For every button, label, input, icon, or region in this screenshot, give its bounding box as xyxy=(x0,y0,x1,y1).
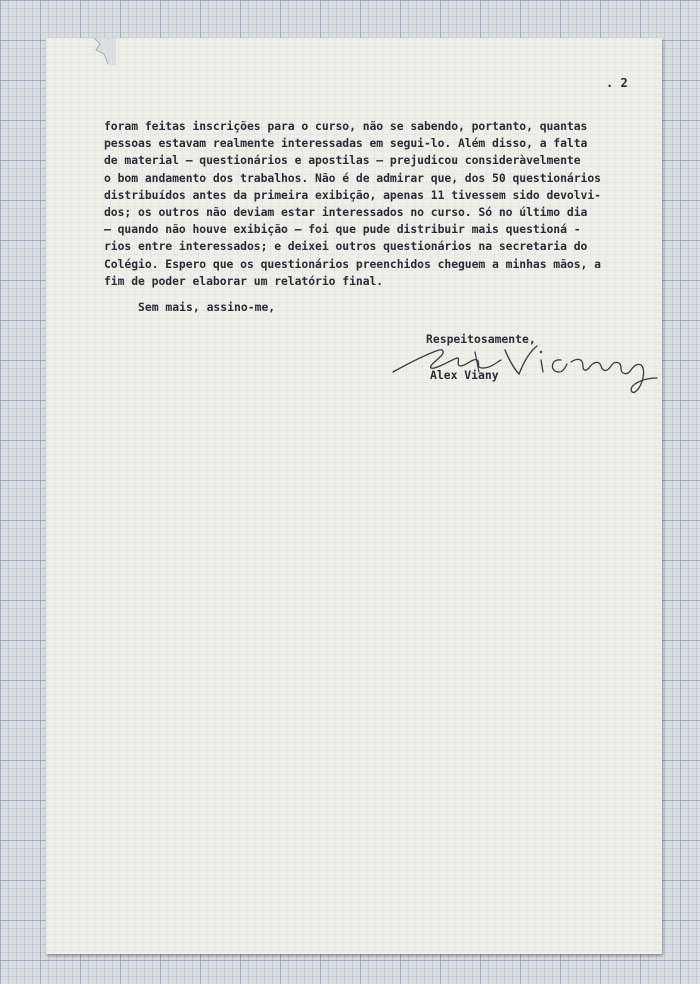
body-line: o bom andamento dos trabalhos. Não é de admirar que, dos 50 questionários xyxy=(104,170,601,185)
salutation: Respeitosamente, xyxy=(426,332,536,346)
letter-body xyxy=(104,118,664,290)
closing-line: Sem mais, assino-me, xyxy=(138,300,276,314)
body-line: — quando não houve exibição — foi que pude distribuir mais questioná - xyxy=(104,222,581,237)
body-line: de material — questionários e apostilas — prejudicou consideràvelmente xyxy=(104,153,581,168)
torn-corner-mark xyxy=(86,38,116,68)
body-line: pessoas estavam realmente interessadas em segui-lo. Além disso, a falta xyxy=(104,136,588,151)
typed-name: Alex Viany xyxy=(430,368,499,382)
body-line: fim de poder elaborar um relatório final. xyxy=(104,273,384,288)
body-line: rios entre interessados; e deixei outros questionários na secretaria do xyxy=(104,239,588,254)
body-line: distribuídos antes da primeira exibição, apenas 11 tivessem sido devolvi- xyxy=(104,187,601,202)
body-line: Colégio. Espero que os questionários preenchidos cheguem a minhas mãos, a xyxy=(104,256,601,271)
page-number: . 2 xyxy=(606,76,628,90)
body-line: foram feitas inscrições para o curso, não se sabendo, portanto, quantas xyxy=(104,119,588,133)
document-page xyxy=(46,38,662,954)
body-line: dos; os outros não deviam estar interessados no curso. Só no último dia xyxy=(104,205,588,220)
